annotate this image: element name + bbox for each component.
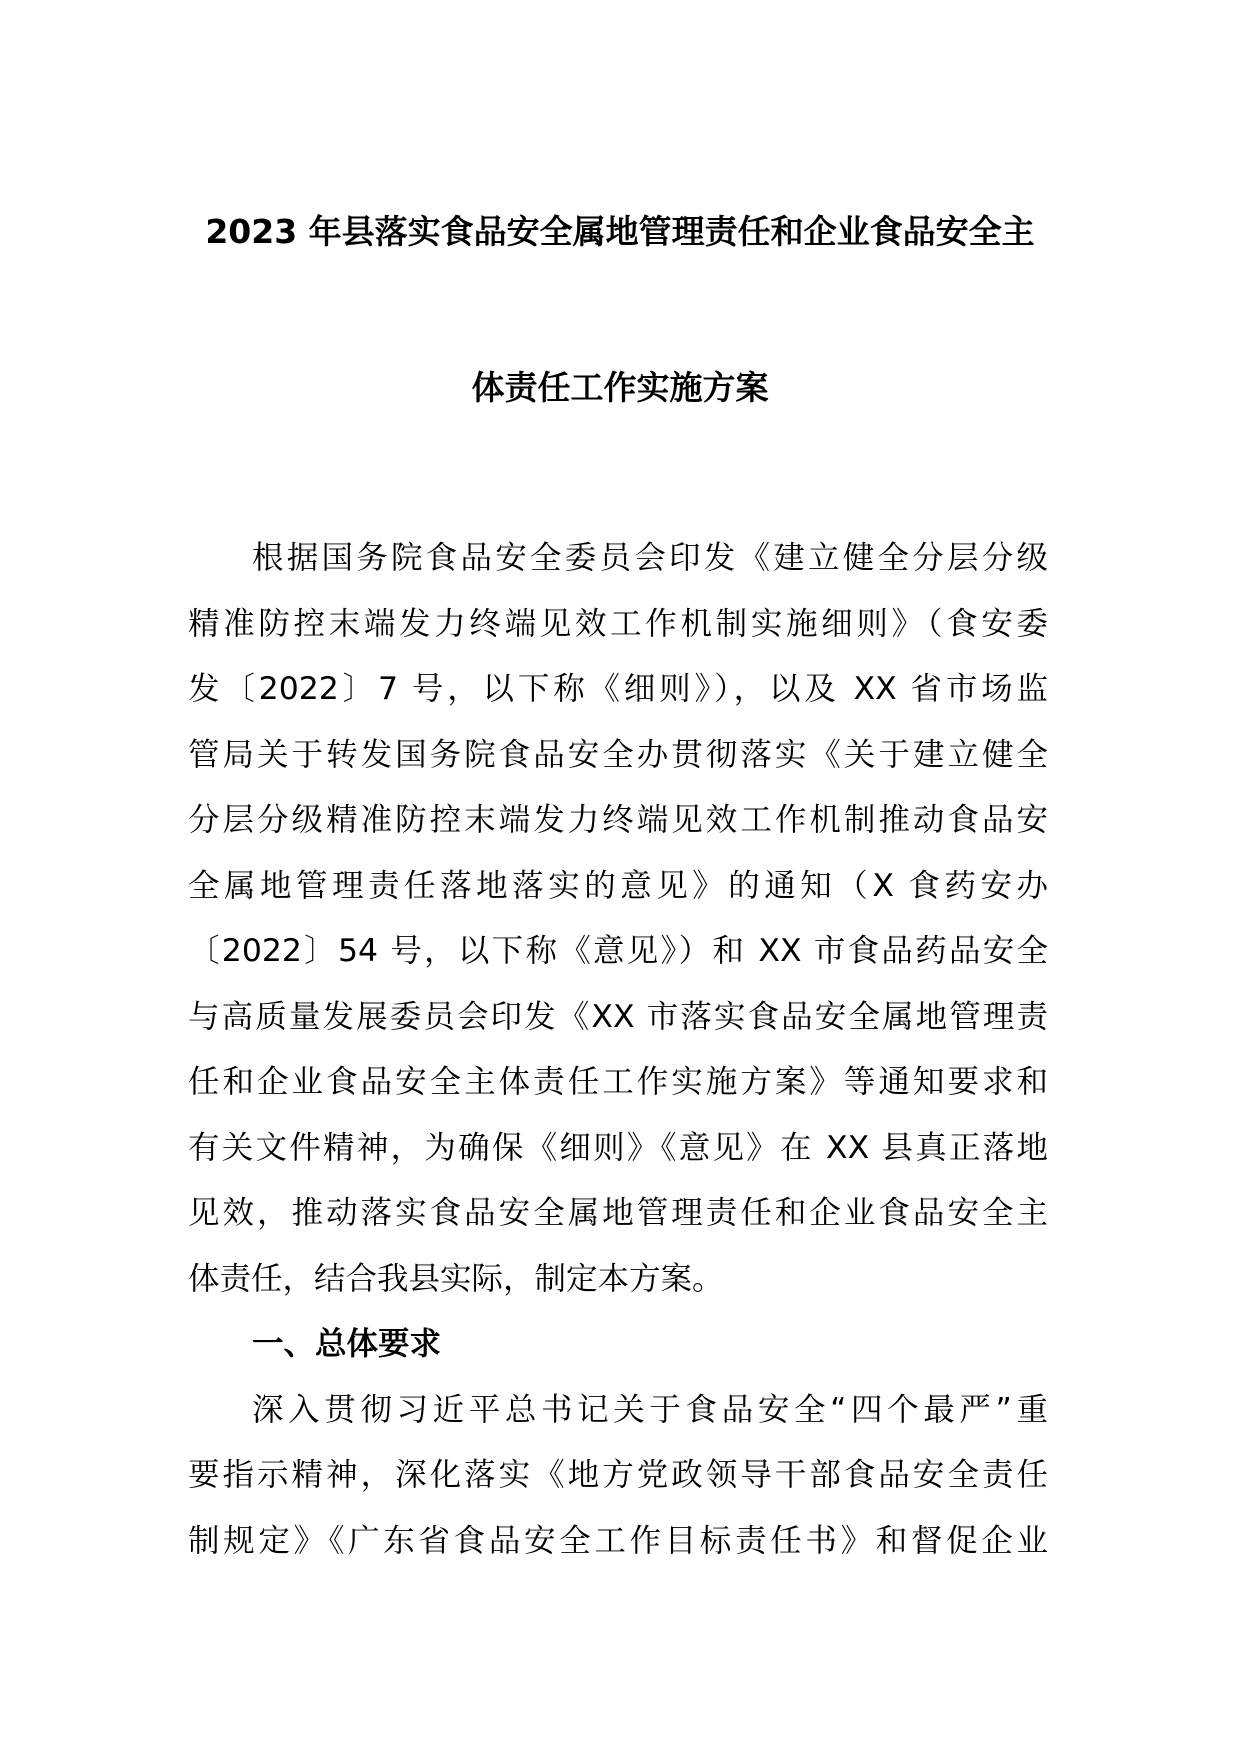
paragraph-2-line: 要指示精神，深化落实《地方党政领导干部食品安全责任	[188, 1457, 1048, 1493]
paragraph-2-line: 深入贯彻习近平总书记关于食品安全“四个最严”重	[252, 1391, 1048, 1428]
paragraph-1-line: 〔2022〕54 号，以下称《意见》）和 XX 市食品药品安全	[188, 933, 1048, 969]
paragraph-1-line: 分层分级精准防控末端发力终端见效工作机制推动食品安	[188, 802, 1048, 838]
document-body	[188, 526, 1048, 1574]
document-title-line-2: 体责任工作实施方案	[471, 368, 769, 407]
paragraph-1-line: 有关文件精神，为确保《细则》《意见》在 XX 县真正落地	[188, 1129, 1048, 1166]
paragraph-1-line: 根据国务院食品安全委员会印发《建立健全分层分级	[252, 540, 1048, 576]
document-title-line-1: 2023 年县落实食品安全属地管理责任和企业食品安全主	[205, 212, 1035, 251]
paragraph-1-line: 全属地管理责任落地落实的意见》的通知（X 食药安办	[188, 867, 1048, 904]
paragraph-1-line: 精准防控末端发力终端见效工作机制实施细则》（食安委	[188, 605, 1048, 642]
paragraph-2-line: 制规定》《广东省食品安全工作目标责任书》和督促企业	[188, 1522, 1048, 1559]
paragraph-1-line: 见效，推动落实食品安全属地管理责任和企业食品安全主	[188, 1195, 1048, 1231]
paragraph-1-line: 与高质量发展委员会印发《XX 市落实食品安全属地管理责	[188, 998, 1048, 1035]
paragraph-1-line: 任和企业食品安全主体责任工作实施方案》等通知要求和	[188, 1064, 1048, 1100]
section-1-heading: 一、总体要求	[252, 1326, 442, 1362]
paragraph-1-line: 管局关于转发国务院食品安全办贯彻落实《关于建立健全	[188, 736, 1048, 773]
paragraph-1-line: 体责任，结合我县实际，制定本方案。	[188, 1260, 724, 1297]
paragraph-1-line: 发〔2022〕7 号，以下称《细则》），以及 XX 省市场监	[188, 671, 1048, 707]
